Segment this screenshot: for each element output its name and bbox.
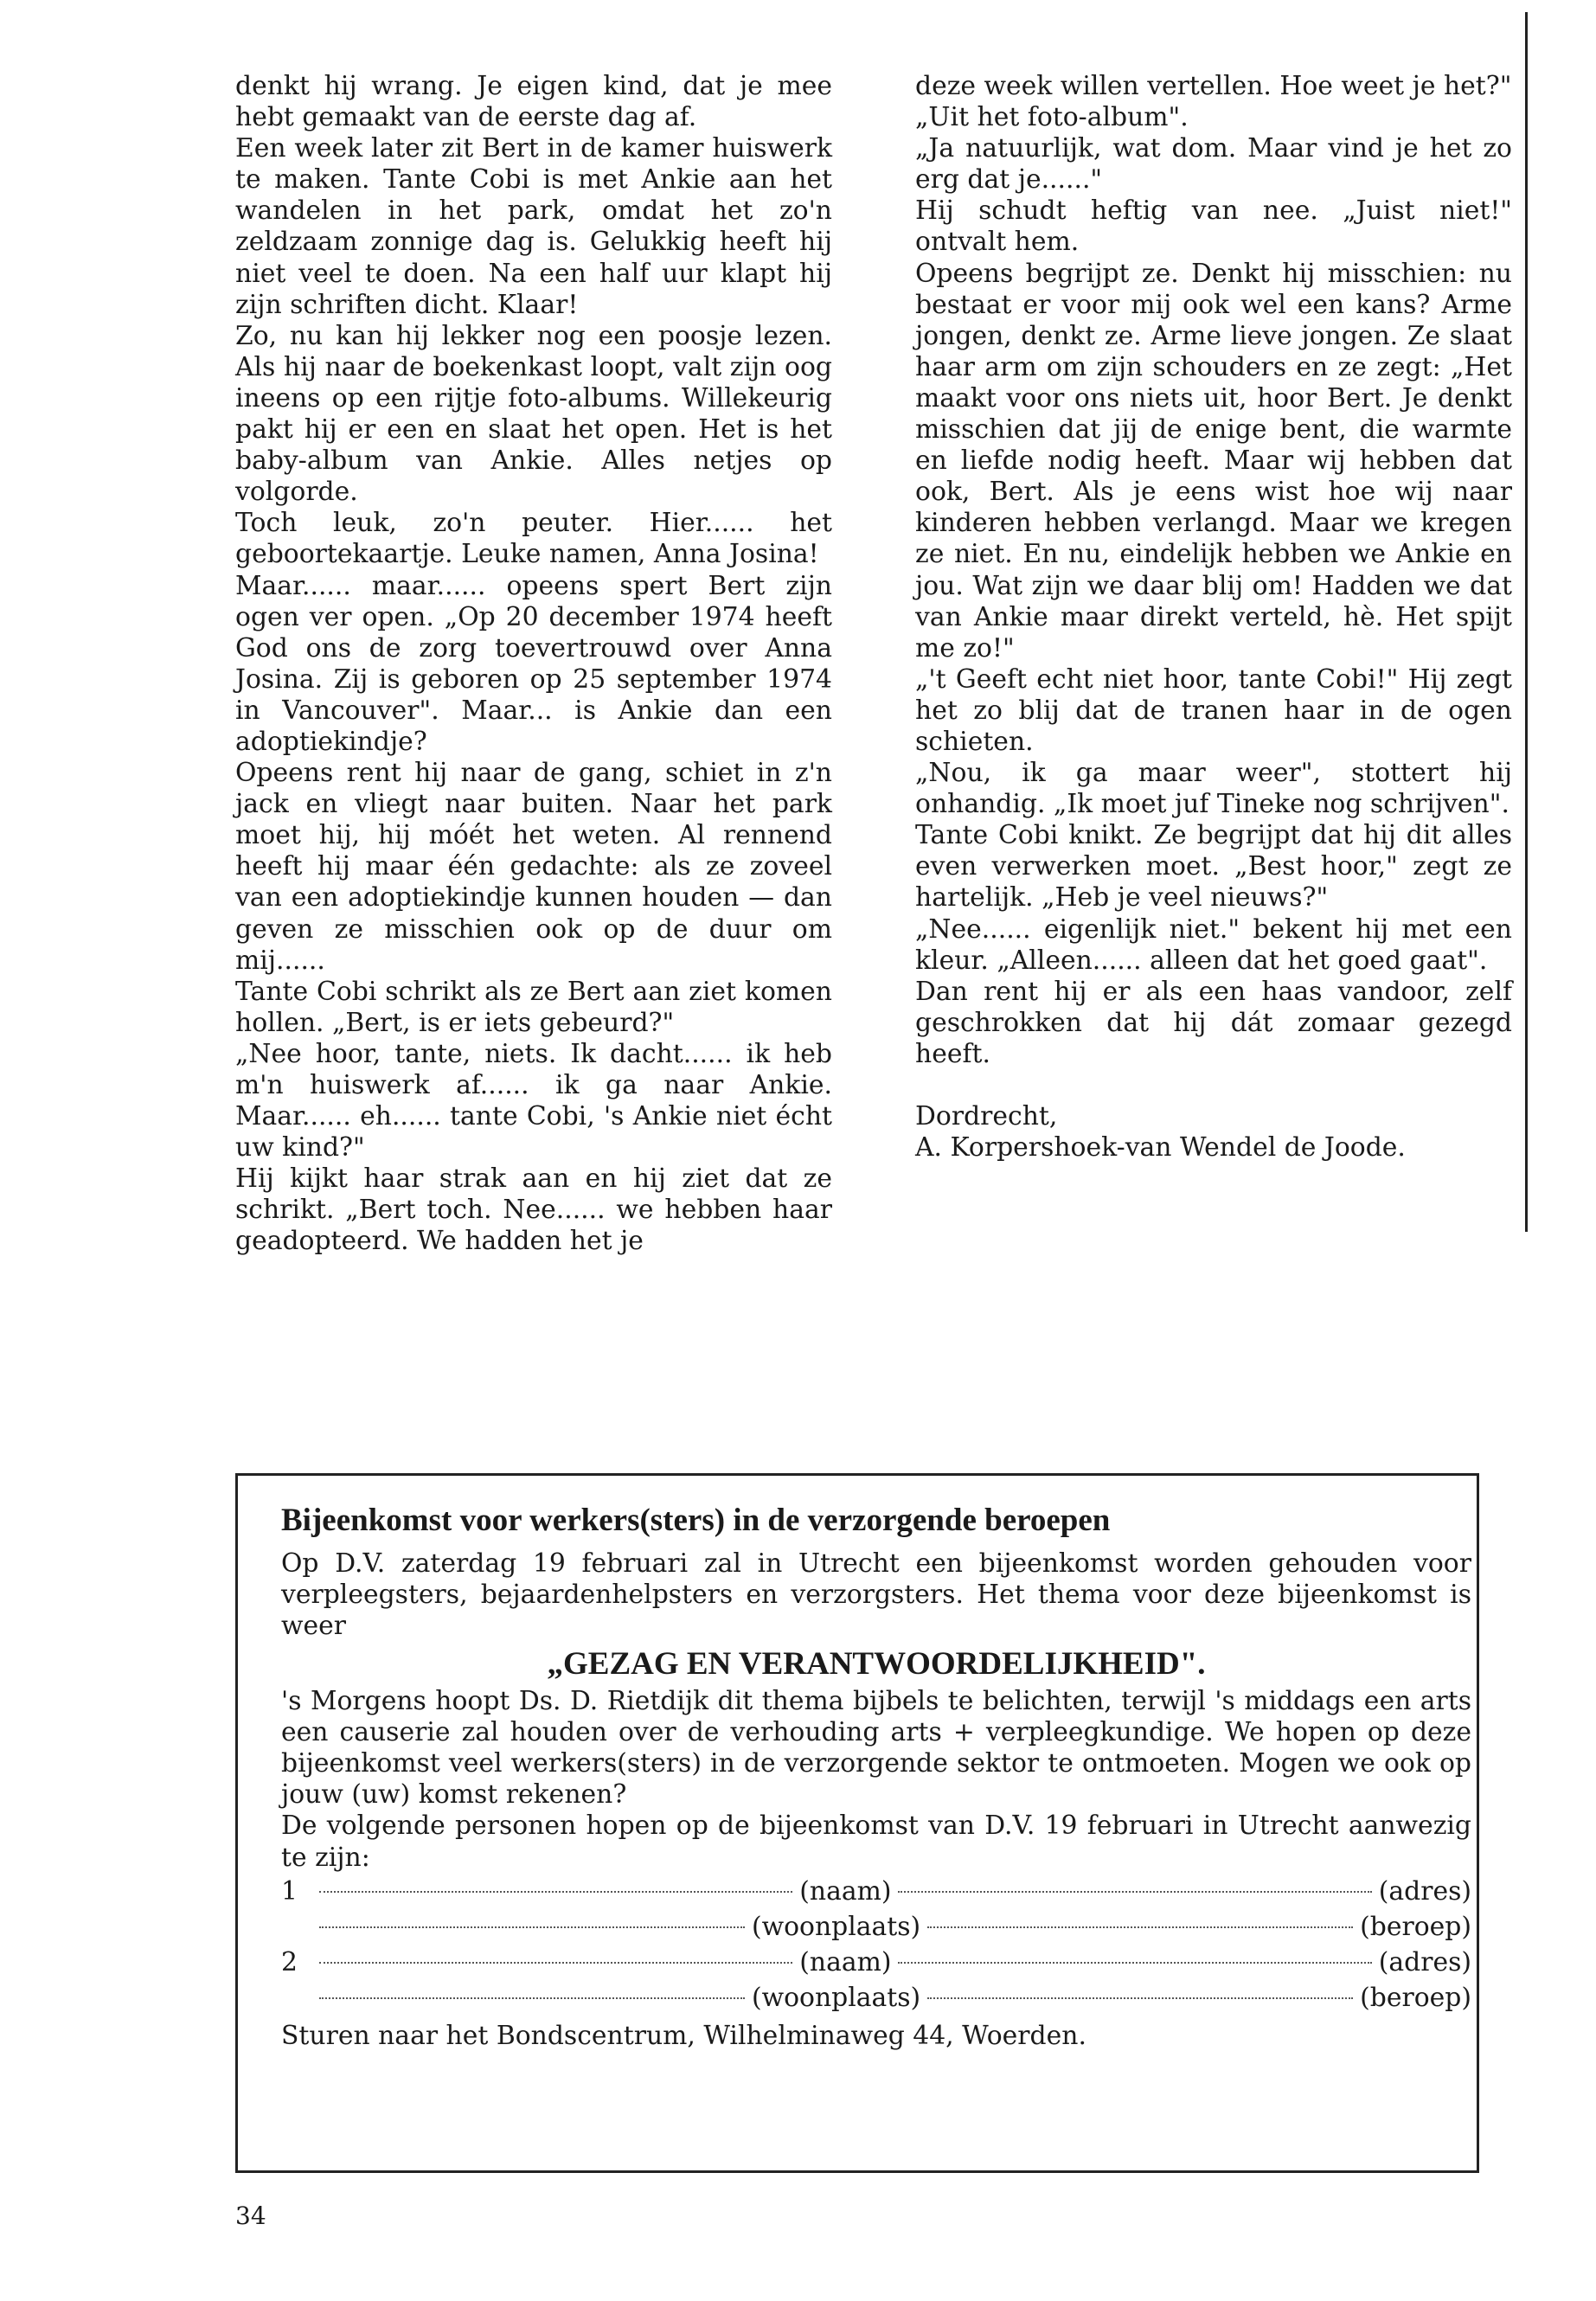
story-paragraph: Zo, nu kan hij lekker nog een poosje lezen. Als hij naar de boekenkast loopt, valt zijn oog ineens op een rijtje foto-albums. Willekeurig pakt hij er een en slaat het open. Het is het baby-album van Ankie. Alles netjes op volgorde. bbox=[235, 320, 832, 508]
notice-theme: „GEZAG EN VERANTWOORDELIJKHEID". bbox=[547, 1645, 1206, 1682]
adres-label: (adres) bbox=[1378, 1946, 1471, 1977]
woonplaats-field[interactable] bbox=[319, 1926, 745, 1928]
story-paragraph: „Ja natuurlijk, wat dom. Maar vind je het zo erg dat je......" bbox=[915, 133, 1512, 195]
right-margin-rule bbox=[1525, 12, 1528, 1232]
page-number: 34 bbox=[235, 2202, 266, 2230]
naam-field[interactable] bbox=[319, 1962, 792, 1964]
woonplaats-label: (woonplaats) bbox=[751, 1911, 921, 1942]
adres-field[interactable] bbox=[898, 1891, 1371, 1893]
beroep-field[interactable] bbox=[927, 1926, 1353, 1928]
signature-place: Dordrecht, bbox=[915, 1101, 1058, 1131]
story-paragraph: Hij schudt heftig van nee. „Juist niet!" ontvalt hem. bbox=[915, 195, 1512, 258]
beroep-field[interactable] bbox=[927, 1997, 1353, 1999]
notice-title: Bijeenkomst voor werkers(sters) in de verzorgende beroepen bbox=[281, 1503, 1111, 1538]
form-row bbox=[281, 1909, 1471, 1945]
signature bbox=[915, 1101, 1512, 1163]
story-left-column bbox=[235, 71, 832, 1258]
story-paragraph: Dan rent hij er als een haas vandoor, zelf geschrokken dat hij dát zomaar gezegd heeft. bbox=[915, 976, 1512, 1069]
signature-author: A. Korpershoek-van Wendel de Joode. bbox=[915, 1132, 1406, 1163]
story-paragraph: Een week later zit Bert in de kamer huiswerk te maken. Tante Cobi is met Ankie aan het wandelen in het park, omdat het zo'n zeldzaam zonnige dag is. Gelukkig heeft hij niet veel te doen. Na een half uur klapt hij zijn schriften dicht. Klaar! bbox=[235, 133, 832, 320]
naam-field[interactable] bbox=[319, 1891, 792, 1893]
naam-label: (naam) bbox=[799, 1946, 892, 1977]
notice-box bbox=[235, 1473, 1479, 2173]
story-paragraph: Opeens rent hij naar de gang, schiet in z'n jack en vliegt naar buiten. Naar het park moet hij, hij móét het weten. Al rennend heeft hij maar één gedachte: als ze zoveel van een adoptiekindje kunnen houden — dan geven ze misschien ook op de duur om mij...... bbox=[235, 758, 832, 976]
story-paragraph: „Uit het foto-album". bbox=[915, 102, 1189, 133]
story-paragraph: „Nee...... eigenlijk niet." bekent hij met een kleur. „Alleen...... alleen dat het goed gaat". bbox=[915, 913, 1512, 976]
form-intro: De volgende personen hopen op de bijeenkomst van D.V. 19 februari in Utrecht aanwezig te zijn: bbox=[281, 1811, 1471, 1873]
adres-label: (adres) bbox=[1378, 1875, 1471, 1907]
story-right-column bbox=[915, 71, 1512, 1163]
story-paragraph: Tante Cobi schrikt als ze Bert aan ziet komen hollen. „Bert, is er iets gebeurd?" bbox=[235, 976, 832, 1038]
story-paragraph: „Nou, ik ga maar weer", stottert hij onhandig. „Ik moet juf Tineke nog schrijven". bbox=[915, 758, 1512, 820]
story-paragraph: Toch leuk, zo'n peuter. Hier...... het geboortekaartje. Leuke namen, Anna Josina! bbox=[235, 508, 832, 570]
beroep-label: (beroep) bbox=[1360, 1911, 1471, 1942]
story-paragraph: Opeens begrijpt ze. Denkt hij misschien: nu bestaat er voor mij ook wel een kans? Arme jongen, denkt ze. Arme lieve jongen. Ze slaat haar arm om zijn schouders en ze zegt: „Het maakt voor ons niets uit, hoor Bert. Je denkt misschien dat jij de enige bent, die warmte en liefde nodig heeft. Maar wij hebben dat ook, Bert. Als je eens wist hoe wij naar kinderen hebben verlangd. Maar we kregen ze niet. En nu, eindelijk hebben we Ankie en jou. Wat zijn we daar blij om! Hadden we dat van Ankie maar direkt verteld, hè. Het spijt me zo!" bbox=[915, 258, 1512, 663]
naam-label: (naam) bbox=[799, 1875, 892, 1907]
story-paragraph: „Nee hoor, tante, niets. Ik dacht...... ik heb m'n huiswerk af...... ik ga naar Ankie. Maar...... eh...... tante Cobi, 's Ankie niet écht uw kind?" bbox=[235, 1038, 832, 1163]
story-paragraph: denkt hij wrang. Je eigen kind, dat je mee hebt gemaakt van de eerste dag af. bbox=[235, 71, 832, 133]
send-to-address: Sturen naar het Bondscentrum, Wilhelminaweg 44, Woerden. bbox=[281, 2020, 1086, 2051]
woonplaats-field[interactable] bbox=[319, 1997, 745, 1999]
form-row bbox=[281, 1874, 1471, 1909]
story-paragraph: Hij kijkt haar strak aan en hij ziet dat ze schrikt. „Bert toch. Nee...... we hebben haar geadopteerd. We hadden het je bbox=[235, 1163, 832, 1257]
adres-field[interactable] bbox=[898, 1962, 1371, 1964]
notice-intro: Op D.V. zaterdag 19 februari zal in Utrecht een bijeenkomst worden gehouden voor verpleegsters, bejaardenhelpsters en verzorgsters. Het thema voor deze bijeenkomst is weer bbox=[281, 1548, 1471, 1642]
notice-body: 's Morgens hoopt Ds. D. Rietdijk dit thema bijbels te belichten, terwijl 's middags een arts een causerie zal houden over de verhouding arts + verpleegkundige. We hopen op deze bijeenkomst veel werkers(sters) in de verzorgende sektor te ontmoeten. Mogen we ook op jouw (uw) komst rekenen? bbox=[281, 1685, 1471, 1811]
form-row bbox=[281, 1945, 1471, 1980]
story-paragraph: deze week willen vertellen. Hoe weet je het?" bbox=[915, 71, 1512, 101]
form-number: 2 bbox=[281, 1946, 298, 1977]
form-number: 1 bbox=[281, 1875, 298, 1907]
woonplaats-label: (woonplaats) bbox=[751, 1982, 921, 2013]
beroep-label: (beroep) bbox=[1360, 1982, 1471, 2013]
story-paragraph: Maar...... maar...... opeens spert Bert zijn ogen ver open. „Op 20 december 1974 heeft God ons de zorg toevertrouwd over Anna Josina. Zij is geboren op 25 september 1974 in Vancouver". Maar... is Ankie dan een adoptiekindje? bbox=[235, 570, 832, 757]
form-row bbox=[281, 1980, 1471, 2016]
story-paragraph: Tante Cobi knikt. Ze begrijpt dat hij dit alles even verwerken moet. „Best hoor," zegt ze hartelijk. „Heb je veel nieuws?" bbox=[915, 820, 1512, 913]
story-paragraph: „'t Geeft echt niet hoor, tante Cobi!" Hij zegt het zo blij dat de tranen haar in de ogen schieten. bbox=[915, 663, 1512, 757]
